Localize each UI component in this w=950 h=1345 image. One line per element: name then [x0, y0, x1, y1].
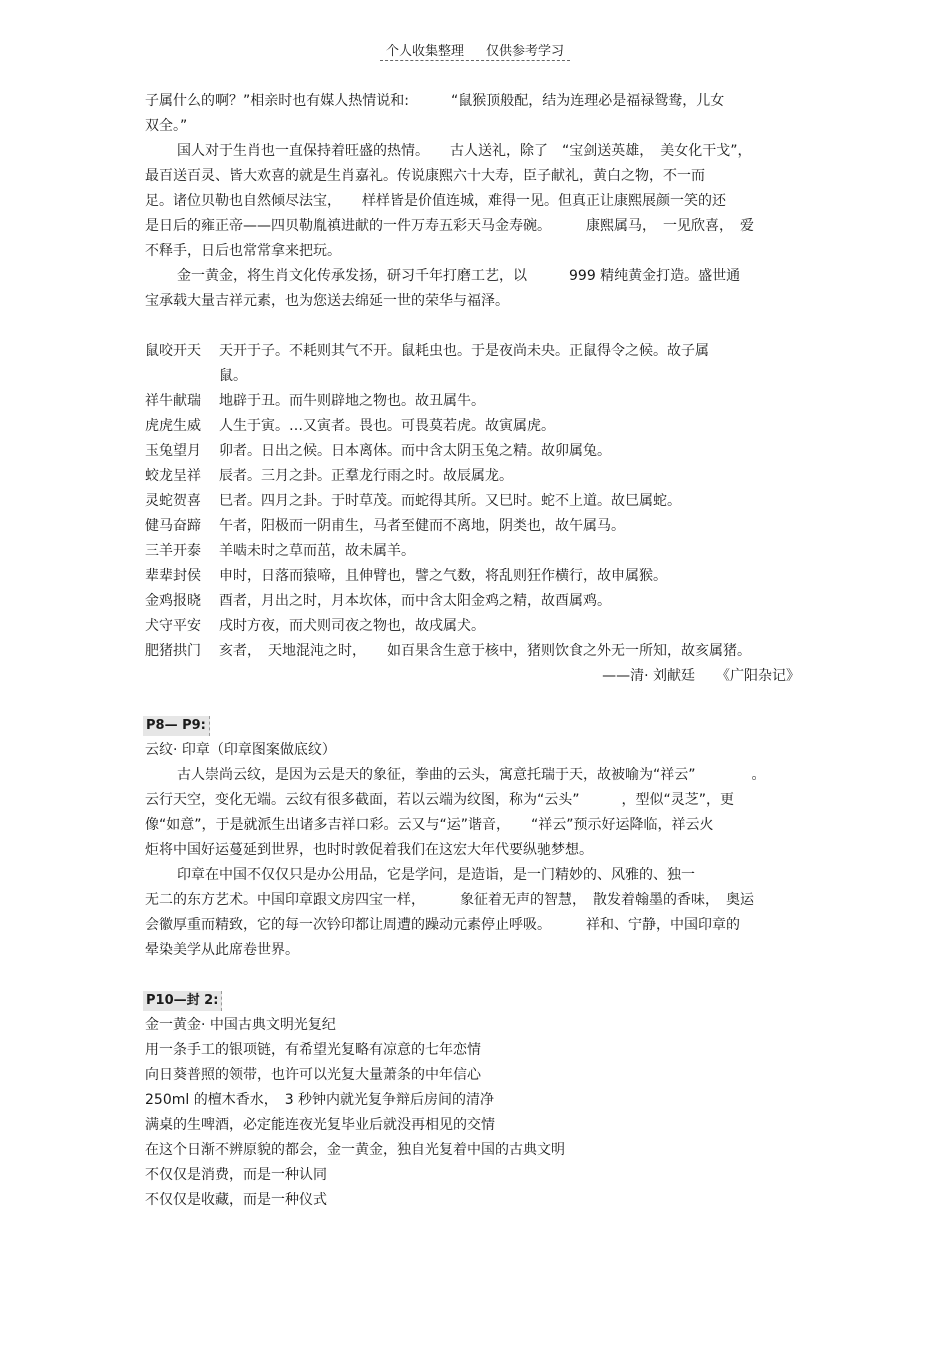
zodiac-row	[145, 592, 611, 610]
zodiac-row	[145, 442, 611, 460]
zodiac-row	[145, 492, 681, 510]
intro-line: 不释手，日后也常常拿来把玩。	[145, 243, 341, 259]
header-left-text: 个人收集整理	[385, 44, 464, 59]
p10-line: 满桌的生啤酒，必定能连夜光复毕业后就没再相见的交情	[145, 1117, 495, 1133]
p8-line: 晕染美学从此席卷世界。	[145, 942, 299, 958]
p8-line: 会徽厚重而精致，它的每一次钤印都让周遭的躁动元素停止呼吸。 祥和、宁静，中国印章的	[145, 917, 740, 933]
zodiac-name: 虎虎生威	[145, 418, 201, 434]
zodiac-text: 申时，日落而猿啼，且伸臂也，譬之气数，将乱则狂作横行，故申属猴。	[219, 568, 667, 584]
intro-line: 是日后的雍正帝——四贝勒胤禛进献的一件万寿五彩天马金寿碗。 康熙属马， 一见欣喜， 爱	[145, 218, 754, 234]
section-heading-p8: P8— P9:	[143, 716, 210, 736]
section-heading-p10: P10—封 2:	[143, 991, 222, 1011]
zodiac-text: 戌时方夜，而犬则司夜之物也，故戌属犬。	[219, 618, 485, 634]
intro-line: 双全。”	[145, 118, 188, 134]
zodiac-row	[145, 417, 555, 435]
zodiac-text: 午者，阳极而一阴甫生，马者至健而不离地，阴类也，故午属马。	[219, 518, 625, 534]
zodiac-name: 灵蛇贺喜	[145, 493, 201, 509]
p8-line: 云行天空，变化无端。云纹有很多截面，若以云端为纹图，称为“云头” ，型似“灵芝”，更	[145, 792, 735, 808]
intro-line: 金一黄金，将生肖文化传承发扬，研习千年打磨工艺，以 999 精纯黄金打造。盛世通	[177, 268, 741, 284]
zodiac-name: 玉兔望月	[145, 443, 201, 459]
zodiac-name: 辈辈封侯	[145, 568, 201, 584]
zodiac-text: 羊啮未时之草而茁，故未属羊。	[219, 543, 415, 559]
zodiac-name: 祥牛献瑞	[145, 393, 201, 409]
intro-line: 国人对于生肖也一直保持着旺盛的热情。 古人送礼，除了 “宝剑送英雄， 美女化干戈”，	[177, 143, 752, 159]
zodiac-continuation: 鼠。	[219, 368, 247, 384]
zodiac-name: 蛟龙呈祥	[145, 468, 201, 484]
p8-line: 像“如意”，于是就派生出诸多吉祥口彩。云又与“运”谐音， “祥云”预示好运降临，祥云火	[145, 817, 714, 833]
zodiac-row	[145, 517, 625, 535]
zodiac-name: 三羊开泰	[145, 543, 201, 559]
zodiac-name: 金鸡报晓	[145, 593, 201, 609]
zodiac-row	[145, 642, 751, 660]
zodiac-name: 鼠咬开天	[145, 343, 201, 359]
zodiac-row	[145, 542, 415, 560]
zodiac-row	[145, 392, 485, 410]
p10-line: 不仅仅是收藏，而是一种仪式	[145, 1192, 327, 1208]
zodiac-text: 卯者。日出之候。日本离体。而中含太阴玉兔之精。故卯属兔。	[219, 443, 611, 459]
zodiac-text: 天开于子。不耗则其气不开。鼠耗虫也。于是夜尚未央。正鼠得令之候。故子属	[219, 343, 709, 359]
p10-line: 向日葵普照的领带，也许可以光复大量萧条的中年信心	[145, 1067, 481, 1083]
p8-line: 炬将中国好运蔓延到世界，也时时敦促着我们在这宏大年代要纵驰梦想。	[145, 842, 593, 858]
p8-line: 无二的东方艺术。中国印章跟文房四宝一样， 象征着无声的智慧， 散发着翰墨的香味， 奥运	[145, 892, 754, 908]
p8-line: 印章在中国不仅仅只是办公用品，它是学问，是造诣，是一门精妙的、风雅的、独一	[177, 867, 695, 883]
zodiac-text: 酉者，月出之时，月本坎体，而中含太阳金鸡之精，故酉属鸡。	[219, 593, 611, 609]
zodiac-row	[145, 617, 485, 635]
zodiac-row	[145, 342, 709, 360]
p10-line: 在这个日渐不辨原貌的都会，金一黄金，独自光复着中国的古典文明	[145, 1142, 565, 1158]
intro-line: 最百送百灵、皆大欢喜的就是生肖嘉礼。传说康熙六十大寿，臣子献礼，黄白之物，不一而	[145, 168, 705, 184]
zodiac-text: 人生于寅。…又寅者。畏也。可畏莫若虎。故寅属虎。	[219, 418, 555, 434]
p10-line: 用一条手工的银项链，有希望光复略有凉意的七年恋情	[145, 1042, 481, 1058]
intro-line: 宝承载大量吉祥元素，也为您送去绵延一世的荣华与福泽。	[145, 293, 509, 309]
zodiac-row	[145, 467, 513, 485]
intro-line: 子属什么的啊？”相亲时也有媒人热情说和: “鼠猴顶般配，结为连理必是福禄鸳鸯，儿女	[145, 93, 725, 109]
zodiac-name: 犬守平安	[145, 618, 201, 634]
zodiac-text: 地辟于丑。而牛则辟地之物也。故丑属牛。	[219, 393, 485, 409]
zodiac-text: 亥者， 天地混沌之时， 如百果含生意于核中，猪则饮食之外无一所知，故亥属猪。	[219, 643, 751, 659]
zodiac-name: 健马奋蹄	[145, 518, 201, 534]
p10-line: 金一黄金· 中国古典文明光复纪	[145, 1017, 336, 1033]
intro-line: 足。诸位贝勒也自然倾尽法宝， 样样皆是价值连城，难得一见。但真正让康熙展颜一笑的还	[145, 193, 726, 209]
header-right-text: 仅供参考学习	[486, 44, 565, 59]
zodiac-name: 肥猪拱门	[145, 643, 201, 659]
zodiac-row	[145, 567, 667, 585]
zodiac-text: 辰者。三月之卦。正羣龙行雨之时。故辰属龙。	[219, 468, 513, 484]
page-header	[380, 40, 570, 61]
section-subtitle: 云纹· 印章（印章图案做底纹）	[145, 742, 336, 758]
p8-line: 古人崇尚云纹，是因为云是天的象征，拳曲的云头，寓意托瑞于天，故被喻为“祥云” 。	[177, 767, 766, 783]
zodiac-source-citation: ——清· 刘献廷 《广阳杂记》	[602, 668, 800, 684]
zodiac-text: 巳者。四月之卦。于时草茂。而蛇得其所。又巳时。蛇不上道。故巳属蛇。	[219, 493, 681, 509]
p10-line: 不仅仅是消费，而是一种认同	[145, 1167, 327, 1183]
p10-line: 250ml 的檀木香水， 3 秒钟内就光复争辩后房间的清净	[145, 1092, 495, 1108]
